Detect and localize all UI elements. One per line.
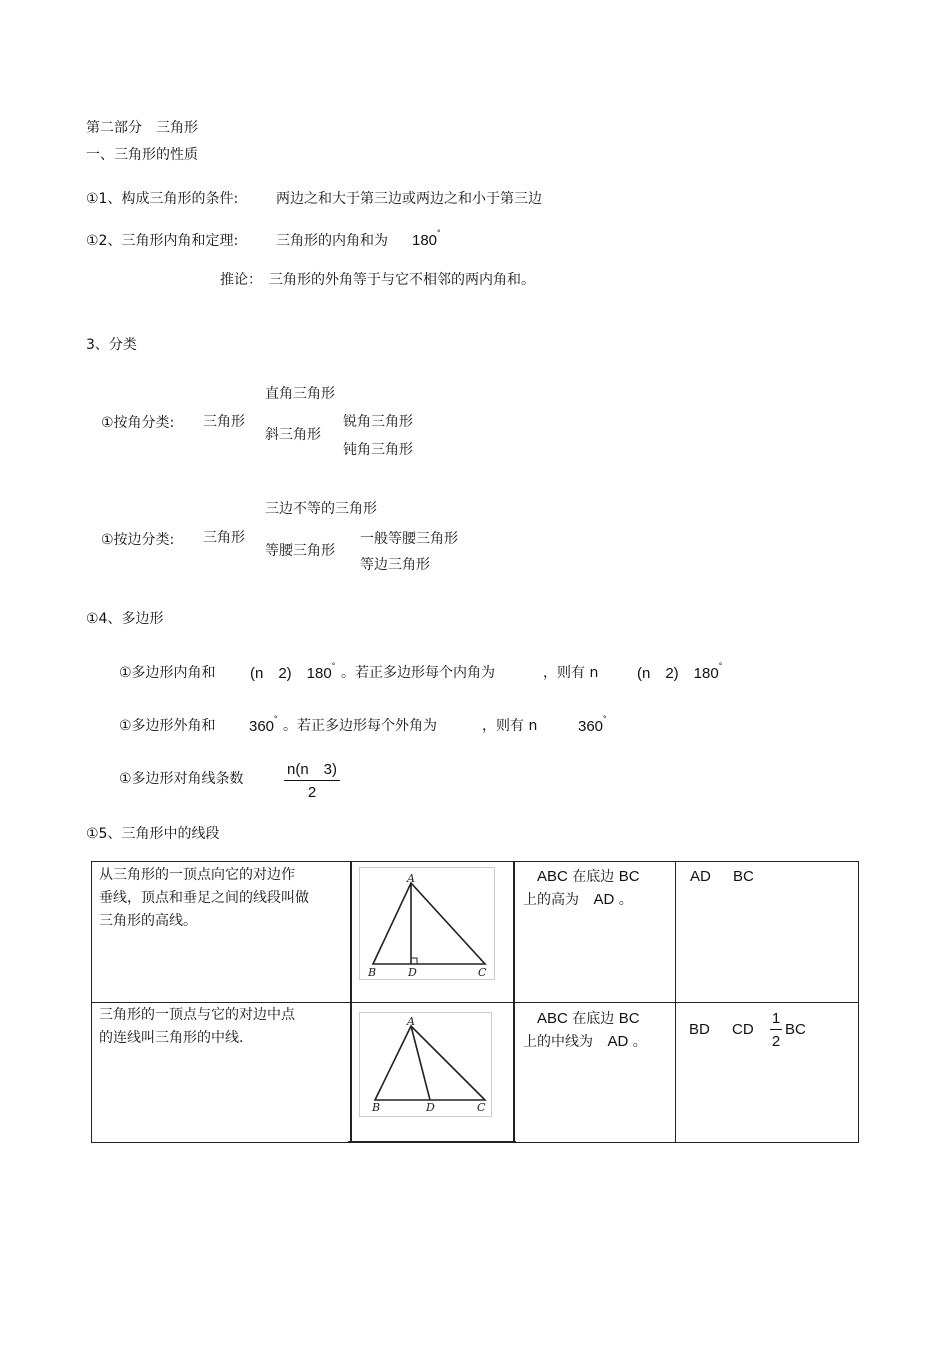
desc-end: 。 — [632, 1034, 647, 1050]
item3-title: 3、分类 — [86, 337, 137, 353]
by-angle-right: 直角三角形 — [265, 386, 335, 402]
segment-cd: CD — [732, 1021, 754, 1038]
definition-line: 三角形的一顶点与它的对边中点 — [99, 1007, 295, 1023]
segment-bc: BC — [618, 1010, 640, 1027]
item2-text: 三角形的内角和为 — [276, 233, 388, 249]
table-border-middle — [91, 1002, 859, 1003]
by-side-label: ①按边分类: — [101, 532, 175, 548]
segment-bc: BC — [733, 868, 754, 885]
polygon-interior-formula2: (n 2) 180° — [637, 661, 723, 682]
table-row-1-desc-line1 — [537, 869, 640, 884]
polygon-exterior-label: ①多边形外角和 — [119, 718, 216, 734]
fraction-tail-bc: BC — [785, 1021, 806, 1038]
item2-value: 180° — [412, 228, 441, 249]
table-row-2-desc-line1 — [537, 1011, 640, 1026]
table-row-2-desc-line2 — [523, 1034, 647, 1049]
polygon-diagonal-fraction — [284, 762, 340, 800]
polygon-interior-formula: (n 2) 180° — [250, 661, 336, 682]
item2-label: ①2、三角形内角和定理: — [86, 233, 239, 249]
vertex-label-a: A — [407, 1015, 415, 1028]
definition-line: 从三角形的一顶点向它的对边作 — [99, 867, 295, 883]
altitude-figure — [359, 867, 495, 980]
segment-ad: AD — [690, 868, 711, 885]
desc-text: 上的高为 — [523, 892, 579, 908]
right-angle-mark — [411, 958, 417, 964]
item1-label: ①1、构成三角形的条件: — [86, 191, 239, 207]
section-title: 一、三角形的性质 — [86, 147, 198, 163]
vertex-label-c: C — [477, 1101, 486, 1114]
by-side-scalene: 三边不等的三角形 — [265, 501, 377, 517]
table-col-divider-3 — [675, 861, 676, 1143]
table-border-left — [91, 861, 92, 1143]
item1-text: 两边之和大于第三边或两边之和小于第三边 — [276, 191, 542, 207]
polygon-diagonal-label: ①多边形对角线条数 — [119, 771, 244, 787]
desc-text: 上的中线为 — [523, 1034, 593, 1050]
part-title: 第二部分 三角形 — [86, 120, 198, 136]
by-angle-label: ①按角分类: — [101, 415, 175, 431]
segment-ad: AD — [593, 891, 615, 908]
item5-title: ①5、三角形中的线段 — [86, 826, 220, 842]
by-side-root: 三角形 — [203, 530, 245, 546]
vertex-label-b: B — [372, 1101, 381, 1114]
by-side-equilateral: 等边三角形 — [360, 557, 430, 573]
triangle-abc-symbol: ABC — [537, 868, 568, 885]
item4-title: ①4、多边形 — [86, 611, 164, 627]
by-angle-obtuse: 钝角三角形 — [343, 442, 413, 458]
table-border-bottom-thick — [348, 1141, 516, 1143]
triangle-abc — [373, 883, 485, 964]
vertex-label-a: A — [407, 872, 415, 885]
table-col-divider-1 — [350, 861, 352, 1143]
by-side-isosceles: 等腰三角形 — [265, 543, 335, 559]
vertex-label-d: D — [426, 1101, 435, 1114]
definition-line: 的连线叫三角形的中线. — [99, 1030, 244, 1046]
segment-ad: AD — [607, 1033, 629, 1050]
desc-end: 。 — [618, 892, 633, 908]
fraction-bar — [284, 780, 340, 781]
half-fraction — [770, 1011, 782, 1049]
definition-line: 垂线，顶点和垂足之间的线段叫做 — [99, 890, 309, 906]
polygon-exterior-value2: 360° — [578, 714, 607, 735]
fraction-numerator: n(n 3) — [286, 761, 338, 778]
fraction-numerator: 1 — [771, 1010, 781, 1027]
fraction-denominator: 2 — [307, 784, 317, 801]
segment-bc: BC — [618, 868, 640, 885]
fraction-denominator: 2 — [771, 1033, 781, 1050]
figure-frame — [360, 868, 495, 980]
by-side-general-isosceles: 一般等腰三角形 — [360, 531, 458, 547]
segment-bd: BD — [689, 1021, 710, 1038]
fraction-bar — [770, 1029, 782, 1030]
table-row-2-definition — [99, 1004, 295, 1050]
table-border-top — [91, 861, 859, 862]
vertex-label-b: B — [368, 966, 377, 979]
by-angle-acute: 锐角三角形 — [343, 414, 413, 430]
table-border-right — [858, 861, 859, 1143]
by-angle-oblique: 斜三角形 — [265, 427, 321, 443]
median-figure — [359, 1012, 492, 1117]
inference-label: 推论： — [220, 272, 262, 288]
polygon-then-n: ，则有 n — [543, 665, 599, 681]
table-row-2-formula — [689, 1022, 754, 1037]
table-row-1-desc-line2 — [523, 892, 633, 907]
table-row-1-definition — [99, 864, 309, 933]
vertex-label-c: C — [478, 966, 487, 979]
table-col-divider-2 — [513, 861, 515, 1143]
polygon-interior-label: ①多边形内角和 — [119, 665, 216, 681]
polygon-interior-regular: 。若正多边形每个内角为 — [341, 665, 495, 681]
triangle-abc — [375, 1026, 485, 1100]
table-row-1-formula — [690, 869, 754, 884]
vertex-label-d: D — [408, 966, 417, 979]
median-ad — [411, 1026, 430, 1100]
desc-text: 在底边 — [572, 1011, 615, 1027]
triangle-abc-symbol: ABC — [537, 1010, 568, 1027]
polygon-then-n2: ，则有 n — [482, 718, 538, 734]
definition-line: 三角形的高线。 — [99, 913, 197, 929]
polygon-exterior-value: 360° — [249, 714, 278, 735]
by-angle-root: 三角形 — [203, 414, 245, 430]
desc-text: 在底边 — [572, 869, 615, 885]
polygon-exterior-regular: 。若正多边形每个外角为 — [283, 718, 437, 734]
inference-text: 三角形的外角等于与它不相邻的两内角和。 — [269, 272, 535, 288]
